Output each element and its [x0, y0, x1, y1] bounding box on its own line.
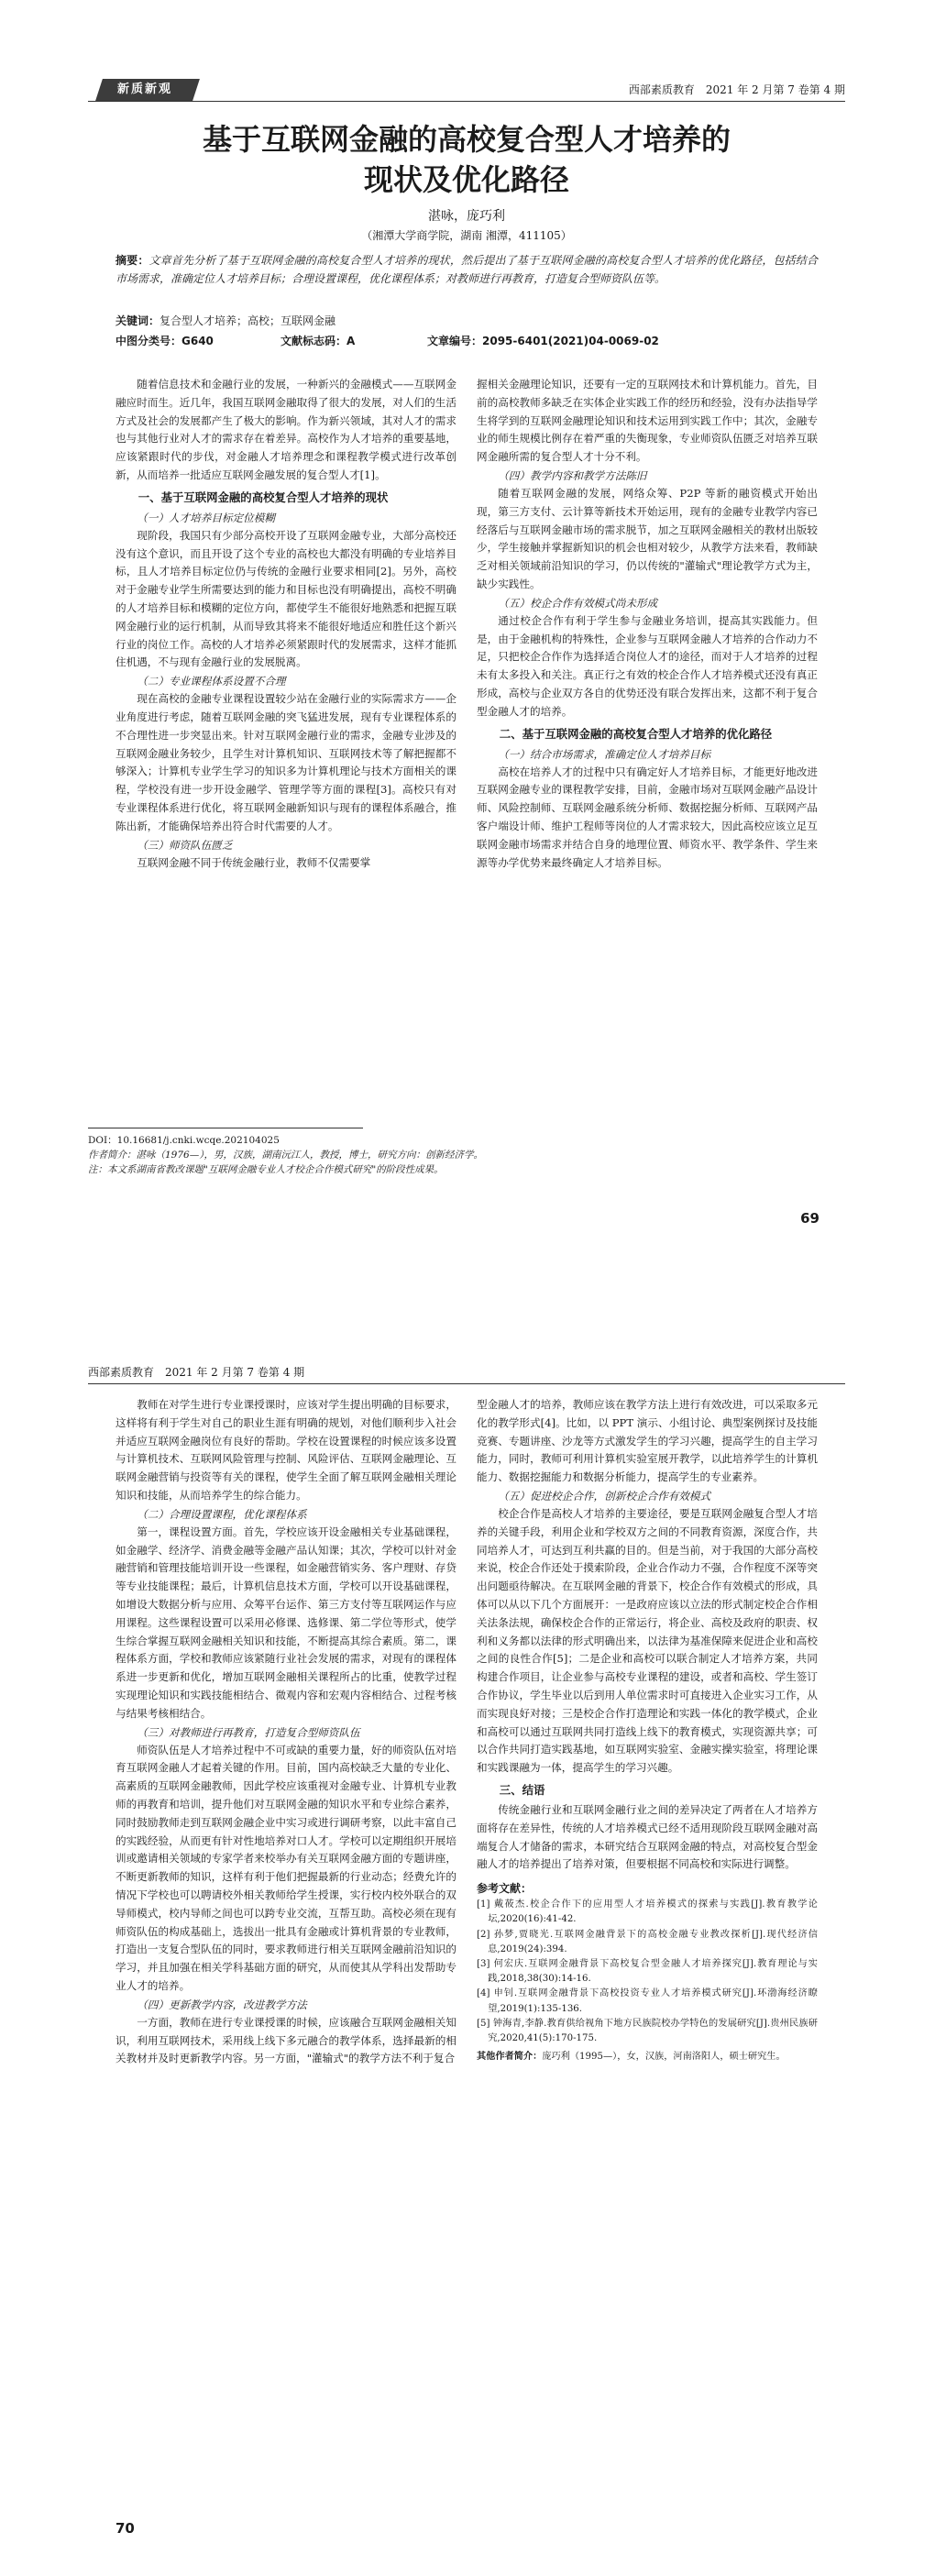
running-head: 西部素质教育 2021 年 2 月第 7 卷第 4 期 — [88, 1366, 305, 1379]
subsection-heading: （五）促进校企合作，创新校企合作有效模式 — [498, 1489, 711, 1503]
references-heading: 参考文献： — [477, 1882, 533, 1896]
body-paragraph: 现阶段，我国只有少部分高校开设了互联网金融专业，大部分高校还没有这个意识，而且开设了这个专业的高校也大都没有明确的专业培养目标，且人才培养目标定位仍与传统的金融行业要求相同[2]。另外，高校对于金融专业学生所需要达到的能力和目标也没有明确提出，高校不明确的人才培养目标和模糊的定位方向，都使学生不能很好地熟悉和把握互联网金融行业的运行机制，从而导致其将来不能很好地适应和胜任这个新兴行业的岗位工作。高校的人才培养必须紧跟时代的发展需求，这样才能抓住机遇，不与现有金融行业的发展脱离。 — [116, 528, 456, 669]
subsection-heading: （二）专业课程体系设置不合理 — [137, 675, 286, 688]
document-code: 文献标志码：A — [280, 335, 356, 347]
abstract-text: 文章首先分析了基于互联网金融的高校复合型人才培养的现状，然后提出了基于互联网金融的高校复合型人才培养的优化路径，包括结合市场需求，准确定位人才培养目标；合理设置课程，优化课程体系；对教师进行再教育，打造复合型师资队伍等。 — [116, 254, 818, 285]
author-note: 作者简介：湛咏（1976—），男，汉族，湖南沅江人，教授，博士，研究方向：创新经济学。 — [88, 1150, 483, 1161]
body-paragraph: 通过校企合作有利于学生参与金融业务培训，提高其实践能力。但是，由于金融机构的特殊性，企业参与互联网金融人才培养的合作动力不足，只把校企合作作为选择适合岗位人才的途径，而对于人才培养的过程未有太多投入和关注。真正行之有效的校企合作人才培养模式还没有真正形成，高校与企业双方各自的优势还没有联合发挥出来，这都不利于复合型金融人才的培养。 — [477, 613, 818, 718]
other-author-label: 其他作者简介： — [477, 2052, 543, 2063]
reference-item: [1] 戴莜杰.校企合作下的应用型人才培养模式的探索与实践[J].教育教学论坛,2020(16):41-42. — [477, 1899, 818, 1925]
keywords — [116, 312, 818, 330]
body-paragraph: 互联网金融不同于传统金融行业，教师不仅需要掌 — [137, 855, 371, 869]
body-paragraph: 教师在对学生进行专业课授课时，应该对学生提出明确的目标要求，这样将有利于学生对自己的职业生涯有明确的规划，对他们顺利步入社会并适应互联网金融岗位有良好的帮助。学校在设置课程的时候应该多设置与计算机技术、互联网风险管理与控制、风险评估、互联网金融理论、互联网金融营销与投资等有关的课程，使学生全面了解互联网金融相关理论知识和技能，从而培养学生的综合能力。 — [116, 1398, 456, 1502]
abstract — [116, 251, 818, 288]
fund-note: 注：本文系湖南省教改课题"互联网金融专业人才校企合作模式研究"的阶段性成果。 — [88, 1164, 444, 1175]
abstract-label: 摘要： — [116, 254, 149, 267]
article-title — [88, 119, 845, 200]
reference-item: [4] 申钊.互联网金融背景下高校投资专业人才培养模式研究[J].环渤海经济瞭望,2019(1):135-136. — [477, 1988, 818, 2014]
body-paragraph: 握相关金融理论知识，还要有一定的互联网技术和计算机能力。首先，目前的高校教师多缺乏在实体企业实践工作的经历和经验，没有办法指导学生将学到的互联网金融理论知识和技术运用到实践工作中；其次，金融专业的师生规模比例存在着严重的失衡现象，专业师资队伍匮乏对培养互联网金融所需的复合型人才十分不利。 — [477, 378, 818, 464]
body-column-left — [116, 1396, 456, 2510]
subsection-heading: （四）更新教学内容，改进教学方法 — [137, 1998, 307, 2011]
body-column-right — [477, 376, 818, 1117]
article-number: 文章编号：2095-6401(2021)04-0069-02 — [427, 335, 659, 347]
subsection-heading: （三）师资队伍匮乏 — [137, 838, 233, 852]
keywords-label: 关键词： — [116, 314, 160, 327]
title-line-1: 基于互联网金融的高校复合型人才培养的 — [202, 122, 731, 157]
running-head: 西部素质教育 2021 年 2 月第 7 卷第 4 期 — [628, 83, 845, 96]
reference-item: [5] 钟海青,李静.教育供给视角下地方民族院校办学特色的发展研究[J].贵州民族研究,2020,41(5):170-175. — [477, 2018, 818, 2043]
affiliation: （湘潭大学商学院，湖南 湘潭，411105） — [361, 229, 572, 242]
reference-item: [2] 孙梦,贾晓光.互联网金融背景下的高校金融专业教改探析[J].现代经济信息,2019(24):394. — [477, 1929, 818, 1954]
subsection-heading: （五）校企合作有效模式尚未形成 — [498, 596, 658, 610]
body-paragraph: 校企合作是高校人才培养的主要途径，要是互联网金融复合型人才培养的关键手段，利用企业和学校双方之间的不同教育资源，深度合作，共同培养人才，可达到互利共赢的目的。但是当前，对于我国的大部分高校来说，校企合作还处于摸索阶段，企业合作动力不强，合作程度不深等突出问题亟待解决。在互联网金融的背景下，校企合作有效模式的形成，具体可以从以下几个方面展开：一是政府应该以立法的形式制定校企合作相关法条法规，确保校企合作的正常运行，将企业、高校及政府的职责、权利和义务都以法律的形式明确出来，以法律为基准保障来促进企业和高校之间的良性合作[5]；二是企业和高校可以联合制定人才培养方案，共同构建合作项目，让企业参与高校专业课程的建设，或者和高校、学生签订合作协议，学生毕业以后到用人单位需求时可直接进入企业实习工作，从而实现良好对接；三是校企合作打造理论和实践一体化的教学模式，企业和高校可以通过互联网共同打造线上线下的教育模式，实现资源共享；可以合作共同打造实践基地，如互联网实验室、金融实操实验室，将理论课和实践课融为一体，提高学生的学习兴趣。 — [477, 1506, 818, 1775]
body-paragraph: 高校在培养人才的过程中只有确定好人才培养目标，才能更好地改进互联网金融专业的课程教学安排，目前，金融市场对互联网金融产品设计师、风险控制师、互联网金融系统分析师、数据挖掘分析师、互联网产品客户端设计师、维护工程师等岗位的人才需求较大，因此高校应该立足互联网金融市场需求并结合自身的地理位置、师资水平、教学条件、学生来源等办学优势来最终确定人才培养目标。 — [477, 765, 818, 869]
title-line-2: 现状及优化路径 — [363, 162, 569, 197]
body-column-right — [477, 1396, 818, 2510]
keywords-text: 复合型人才培养；高校；互联网金融 — [160, 314, 336, 327]
section-heading: 二、基于互联网金融的高校复合型人才培养的优化路径 — [499, 726, 773, 741]
subsection-heading: （三）对教师进行再教育，打造复合型师资队伍 — [137, 1725, 360, 1739]
body-paragraph: 随着互联网金融的发展，网络众筹、P2P 等新的融资模式开始出现，第三方支付、云计算等新技术开始运用，现有的金融专业教学内容已经落后与互联网金融市场的需求脱节，加之互联网金融相关的教材出版较少，学生接触并掌握新知识的机会也相对较少，从教学方法来看，教师缺乏对相关领域前沿知识的学习，仍以传统的"灌输式"理论教学方式为主，缺少实践性。 — [477, 486, 818, 590]
body-paragraph: 现在高校的金融专业课程设置较少站在金融行业的实际需求方——企业角度进行考虑，随着互联网金融的突飞猛进发展，现有专业课程体系的不合理性进一步突显出来。针对互联网金融行业的需求，金融专业涉及的互联网金融业务较少，且学生对计算机知识、互联网技术等了解把握都不够深入；计算机专业学生学习的知识多为计算机理论与技术方面相关的课程，学校没有进一步开设金融学、管理学等方面的课程[3]。高校只有对专业课程体系进行优化，将互联网金融新知识与现有的课程体系融合，推陈出新，才能确保培养出符合时代需要的人才。 — [116, 692, 456, 832]
page-number: 69 — [800, 1210, 820, 1227]
authors: 湛咏，庞巧利 — [428, 209, 505, 224]
body-paragraph: 一方面，教师在进行专业课授课的时候，应该融合互联网金融相关知识，利用互联网技术，采用线上线下多元融合的教学体系，选择最新的相关教材并及时更新教学内容。另一方面，"灌输式"的教学方法不利于复合 — [116, 2015, 456, 2065]
page-2 — [0, 1288, 935, 2576]
subsection-heading: （一）结合市场需求，准确定位人才培养目标 — [498, 747, 711, 761]
other-author-text: 庞巧利（1995—），女，汉族，河南洛阳人，硕士研究生。 — [542, 2052, 786, 2063]
reference-list — [477, 1898, 818, 2046]
clc-number: 中图分类号：G640 — [116, 335, 214, 347]
right-column-body — [477, 1396, 818, 1874]
reference-item: [3] 何宏庆.互联网金融背景下高校复合型金融人才培养探究[J].教育理论与实践,2018,38(30):14-16. — [477, 1958, 818, 1985]
header-bar — [88, 84, 845, 102]
section-heading: 一、基于互联网金融的高校复合型人才培养的现状 — [138, 490, 389, 504]
body-paragraph: 传统金融行业和互联网金融行业之间的差异决定了两者在人才培养方面将存在差异性，传统的人才培养模式已经不适用现阶段互联网金融对高端复合人才储备的需求，本研究结合互联网金融的特点，对高校复合型金融人才的培养提出了培养对策，但要根据不同高校和实际进行调整。 — [477, 1802, 818, 1871]
other-author-note — [477, 2050, 818, 2064]
subsection-heading: （二）合理设置课程，优化课程体系 — [137, 1507, 307, 1521]
subsection-heading: （四）教学内容和教学方法陈旧 — [498, 468, 647, 482]
body-paragraph: 型金融人才的培养，教师应该在教学方法上进行有效改进，可以采取多元化的教学形式[4]。比如，以 PPT 演示、小组讨论、典型案例探讨及技能竞赛、专题讲座、沙龙等方式激发学生的学习兴趣，提高学生的自主学习能力，同时，教师可利用计算机实验室展开教学，以此培养学生的计算机能力、数据挖掘能力和数据分析能力，提高学生的专业素养。 — [477, 1398, 818, 1484]
column-badge-label: 新质新观 — [117, 83, 173, 96]
header-bar — [88, 1367, 845, 1384]
subsection-heading: （一）人才培养目标定位模糊 — [137, 511, 275, 524]
body-paragraph: 第一，课程设置方面。首先，学校应该开设金融相关专业基础课程，如金融学、经济学、消费金融等金融产品认知课；其次，学校可以针对金融营销和管理技能培训开设一些课程，如金融营销实务、客户理财、存贷等专业技能课程；最后，计算机信息技术方面，学校可以开设基础课程，如增设大数据分析与应用、众筹平台运作、第三方支付等互联网运作与应用课程。这些课程设置可以采用必修课、选修课、第二学位等形式，使学生综合掌握互联网金融相关知识和技能，不断提高其综合素质。第二，课程体系方面，学校和教师应该紧随行业社会发展的需求，对现有的课程体系进一步更新和优化，增加互联网金融相关课程所占的比重，使教学过程实现理论知识和实践技能相结合、微观内容和宏观内容相结合、过程考核与结果考核相结合。 — [116, 1525, 456, 1720]
page-number: 70 — [116, 2520, 135, 2537]
body-column-left — [116, 376, 456, 1117]
body-paragraph: 师资队伍是人才培养过程中不可或缺的重要力量，好的师资队伍对培育互联网金融人才起着关键的作用。目前，国内高校缺乏大量的专业化、高素质的互联网金融教师，因此学校应该重视对金融专业、计算机专业教师的再教育和培训，提升他们对互联网金融的知识水平和专业综合素养，同时鼓励教师走到互联网金融企业中实习或进行调研考察，以此丰富自己的实践经验，从而更有针对性地培养对口人才。学校可以定期组织开展培训或邀请相关领域的专家学者来校举办有关互联网金融方面的专题讲座，不断更新教师的知识，这样有利于他们把握最新的行业动态；经费允许的情况下学校也可以聘请校外相关教师给学生授课，实行校内校外联合的双导师模式，校内导师之间也可以跨专业交流，互帮互助。高校必须在现有师资队伍的构成基础上，选拔出一批具有金融或计算机背景的专业教师，打造出一支复合型队伍的同时，要求教师进行相关互联网金融前沿知识的学习，并且加强在相关学科基础方面的研究，从而使其从学科出发帮助专业人才的培养。 — [116, 1743, 456, 1992]
body-paragraph: 随着信息技术和金融行业的发展，一种新兴的金融模式——互联网金融应时而生。近几年，我国互联网金融取得了很大的发展，对人们的生活方式及社会的发展都产生了极大的影响。作为新兴领域，其对人才的需求也与其他行业对人才的需求存在着差异。高校作为人才培养的重要基地，应该紧跟时代的步伐，对金融人才培养理念和课程教学模式进行改革创新，从而培养一批适应互联网金融发展的复合型人才[1]。 — [116, 378, 456, 481]
section-heading: 三、结语 — [499, 1782, 545, 1797]
doi-line: DOI：10.16681/j.cnki.wcqe.202104025 — [88, 1135, 280, 1146]
